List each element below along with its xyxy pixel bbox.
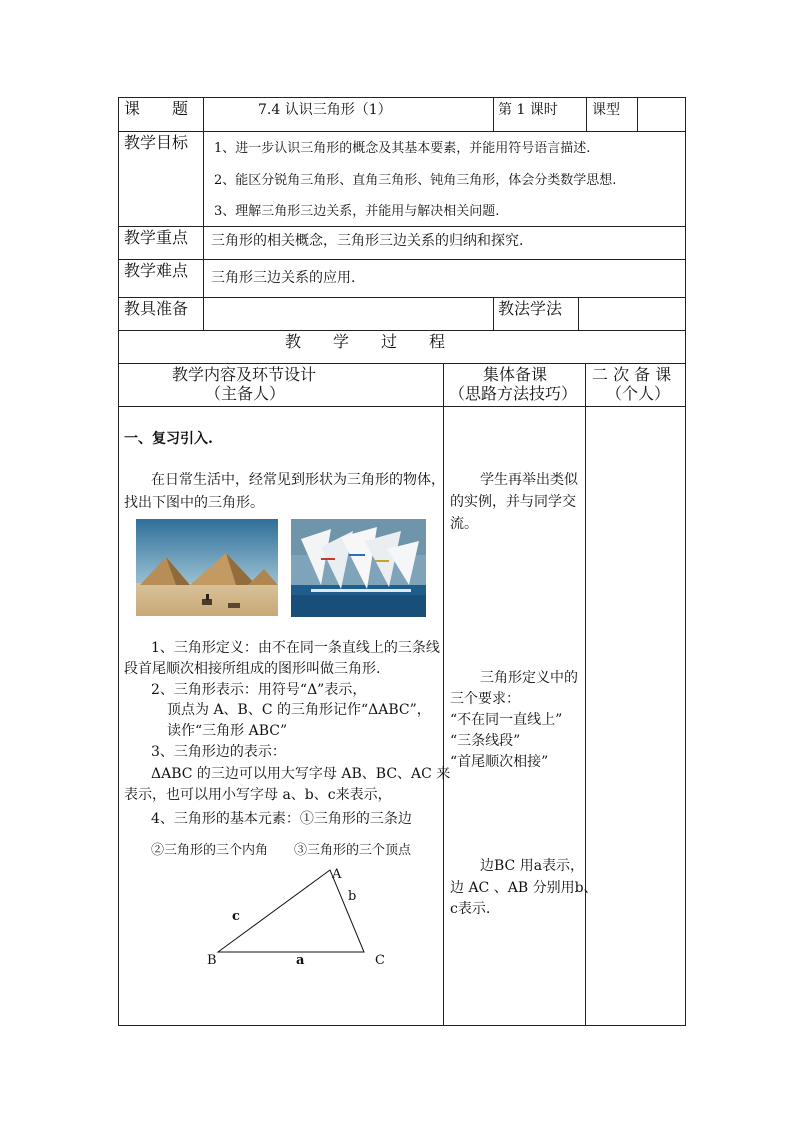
elements-line-1: 4、三角形的基本元素：①三角形的三条边 <box>151 811 412 827</box>
representation-line-3: 读作“三角形 ABC” <box>167 723 288 739</box>
intro-line-1: 在日常生活中，经常见到形状为三角形的物体， <box>151 472 445 488</box>
sides-line-2: ΔABC 的三边可以用大写字母 AB、BC、AC 来 <box>151 766 451 782</box>
representation-line-1: 2、三角形表示：用符号“Δ”表示， <box>151 682 367 698</box>
side-b-label: b <box>348 889 357 904</box>
note-1-line-1: 学生再举出类似 <box>480 472 578 488</box>
note-2-line-1: 三角形定义中的 <box>480 670 578 686</box>
difficulties: 三角形三边关系的应用. <box>211 270 356 286</box>
note-2-line-5: “首尾顺次相接” <box>450 754 549 770</box>
intro-line-2: 找出下图中的三角形。 <box>124 495 264 511</box>
sides-line-1: 3、三角形边的表示： <box>151 744 286 760</box>
note-3-line-1: 边BC 用a表示， <box>480 858 585 874</box>
vertex-b-label: B <box>207 953 217 968</box>
side-a-label: a <box>296 953 305 968</box>
objectives-label: 教学目标 <box>124 133 189 152</box>
col2-subtitle: （思路方法技巧） <box>449 384 578 403</box>
key-points: 三角形的相关概念，三角形三边关系的归纳和探究. <box>211 233 524 249</box>
key-points-label: 教学重点 <box>124 228 189 247</box>
definition-line-2: 段首尾顺次相接所组成的图形叫做三角形. <box>124 661 381 677</box>
methods-label: 教法学法 <box>498 299 563 318</box>
process-title: 教 学 过 程 <box>285 332 446 351</box>
objective-2: 2、能区分锐角三角形、直角三角形、钝角三角形，体会分类数学思想. <box>214 173 617 188</box>
definition-line-1: 1、三角形定义：由不在同一条直线上的三条线 <box>151 640 440 656</box>
section-title: 一、复习引入. <box>124 431 213 447</box>
note-3-line-3: c表示. <box>450 901 491 917</box>
triangle-figure <box>200 860 400 970</box>
sailboats-photo <box>291 519 426 617</box>
sides-line-3: 表示，也可以用小写字母 a、b、c来表示， <box>124 787 392 803</box>
note-2-line-2: 三个要求： <box>450 691 520 707</box>
tools-label: 教具准备 <box>124 299 189 318</box>
pyramids-photo <box>136 519 278 616</box>
col2-title: 集体备课 <box>483 365 548 384</box>
vertex-c-label: C <box>375 953 385 968</box>
vertex-a-label: A <box>332 867 342 882</box>
objective-1: 1、进一步认识三角形的概念及其基本要素，并能用符号语言描述. <box>214 141 591 156</box>
note-1-line-2: 的实例，并与同学交 <box>450 494 576 510</box>
note-2-line-4: “三条线段” <box>450 733 521 749</box>
col1-subtitle: （主备人） <box>205 384 286 403</box>
col3-subtitle: （个人） <box>606 384 671 403</box>
objective-3: 3、理解三角形三边关系，并能用与解决相关问题. <box>214 204 500 219</box>
elements-line-2: ②三角形的三个内角 ③三角形的三个顶点 <box>151 843 412 858</box>
note-1-line-3: 流。 <box>450 516 478 532</box>
lesson-topic: 7.4 认识三角形（1） <box>258 102 392 118</box>
difficulties-label: 教学难点 <box>124 261 189 280</box>
lesson-type-label: 课型 <box>592 102 620 118</box>
topic-label: 课 题 <box>124 99 189 118</box>
side-c-label: c <box>232 909 240 924</box>
note-2-line-3: “不在同一直线上” <box>450 712 563 728</box>
note-3-line-2: 边 AC 、AB 分别用b、 <box>450 880 598 896</box>
col3-title: 二 次 备 课 <box>592 365 672 384</box>
representation-line-2: 顶点为 A、B、C 的三角形记作“ΔABC”， <box>167 702 431 718</box>
lesson-number: 第 1 课时 <box>498 102 558 118</box>
col1-title: 教学内容及环节设计 <box>172 365 317 384</box>
